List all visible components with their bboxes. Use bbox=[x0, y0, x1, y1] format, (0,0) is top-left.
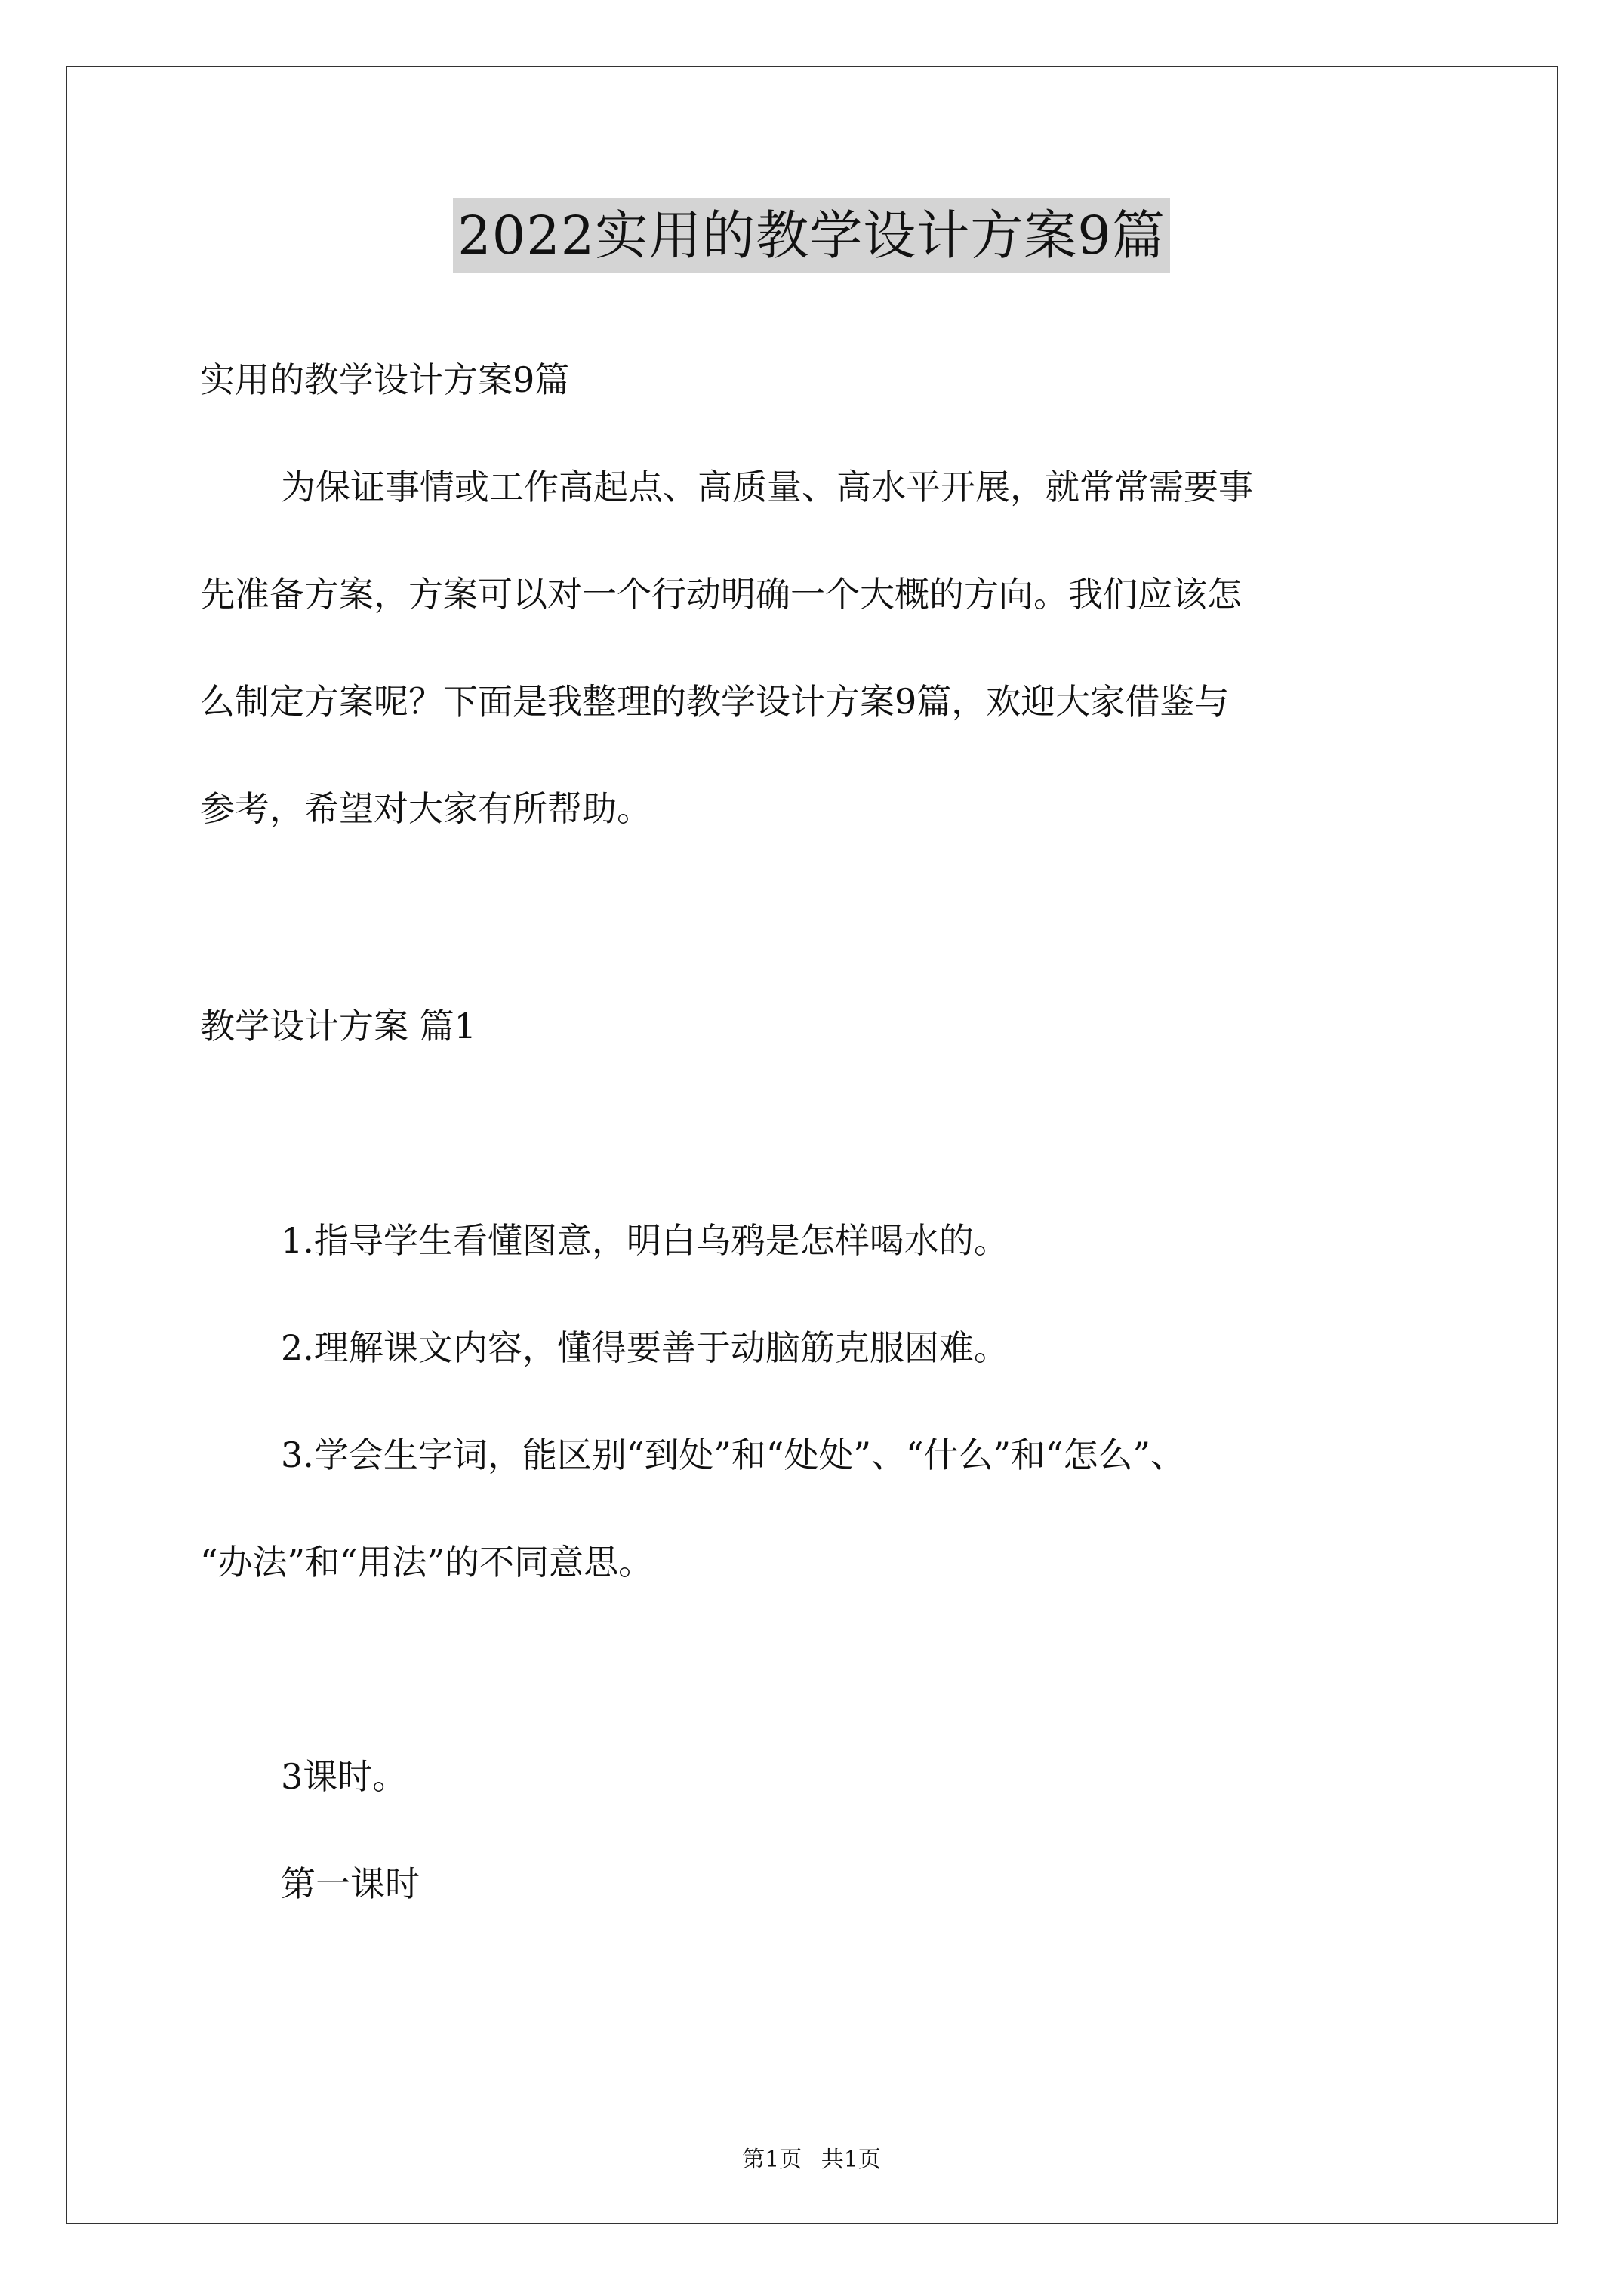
goal-item: 2.理解课文内容，懂得要善于动脑筋克服困难。 bbox=[281, 1327, 1009, 1368]
page-footer bbox=[0, 2145, 1623, 2175]
goal-item: 3.学会生字词，能区别“到处”和“处处”、“什么”和“怎么”、 bbox=[281, 1435, 1186, 1475]
intro-line: 参考，希望对大家有所帮助。 bbox=[200, 788, 651, 829]
page-number: 第1页 bbox=[742, 2147, 802, 2173]
title-container bbox=[0, 198, 1623, 273]
goal-item: 1.指导学生看懂图意，明白乌鸦是怎样喝水的。 bbox=[281, 1220, 1009, 1261]
lesson-heading: 第一课时 bbox=[281, 1863, 420, 1904]
section-heading: 教学设计方案 篇1 bbox=[200, 1006, 476, 1046]
intro-line: 先准备方案，方案可以对一个行动明确一个大概的方向。我们应该怎 bbox=[200, 574, 1242, 615]
goal-item: “办法”和“用法”的不同意思。 bbox=[200, 1542, 654, 1583]
document-subtitle: 实用的教学设计方案9篇 bbox=[200, 359, 570, 400]
document-title: 2022实用的教学设计方案9篇 bbox=[453, 198, 1170, 273]
intro-line: 为保证事情或工作高起点、高质量、高水平开展，就常常需要事 bbox=[281, 467, 1253, 507]
intro-line: 么制定方案呢？下面是我整理的教学设计方案9篇，欢迎大家借鉴与 bbox=[200, 681, 1230, 722]
page-total: 共1页 bbox=[821, 2147, 881, 2173]
class-hours: 3课时。 bbox=[281, 1756, 408, 1797]
